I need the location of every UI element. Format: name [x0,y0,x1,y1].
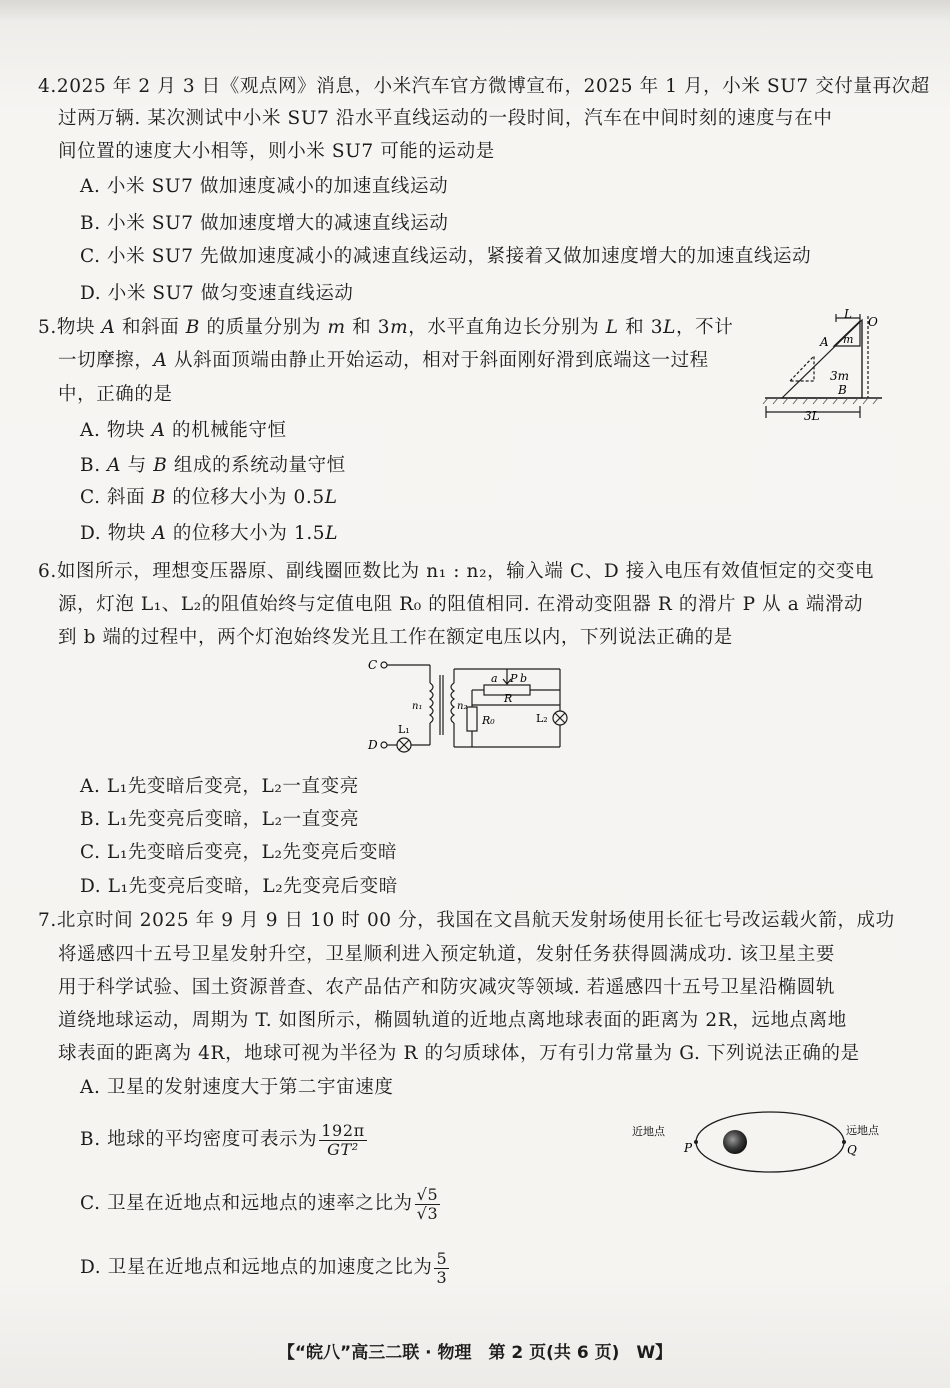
q5-line-1: 5.物块 A 和斜面 B 的质量分别为 m 和 3m，水平直角边长分别为 L 和 3L，不计 [38,317,734,338]
label-n2: n₂ [457,701,468,712]
label-b-end: b [520,672,528,685]
q7-line-1: 7.北京时间 2025 年 9 月 9 日 10 时 00 分，我国在文昌航天发射场使用长征七号改运载火箭，成功 [38,910,895,931]
option-c-fraction: $\frac{√5}{√3}$ [416,1184,439,1223]
q5-option-a: A. 物块 A 的机械能守恒 [80,420,287,441]
label-m: m [843,333,854,346]
q5-line-3: 中，正确的是 [58,384,173,405]
q7-option-d: D. 卫星在近地点和远地点的加速度之比为 $\frac{5}{3}$ [80,1248,448,1287]
label-p: P [684,1141,693,1155]
q7-option-a: A. 卫星的发射速度大于第二宇宙速度 [80,1077,394,1098]
terminal-d [381,742,387,748]
q7-line-3: 用于科学试验、国土资源普查、农产品估产和防灾减灾等领域. 若遥感四十五号卫星沿椭圆轨 [58,977,835,998]
q7-option-c: C. 卫星在近地点和远地点的速率之比为 $\frac{√5}{√3}$ [80,1184,439,1223]
perigee-point [694,1140,698,1144]
secondary-coil [451,683,454,723]
q6-option-d: D. L₁先变亮后变暗，L₂先变亮后变暗 [80,876,398,897]
earth-icon [723,1130,747,1154]
q6-line-3: 到 b 端的过程中，两个灯泡始终发光且工作在额定电压以内，下列说法正确的是 [58,627,733,648]
apogee-point [842,1140,846,1144]
incline-figure [760,306,885,436]
q5-line-2: 一切摩擦，A 从斜面顶端由静止开始运动，相对于斜面刚好滑到底端这一过程 [58,350,709,371]
q4-option-d: D. 小米 SU7 做匀变速直线运动 [80,283,354,304]
q5-option-c: C. 斜面 B 的位移大小为 0.5L [80,487,338,508]
q4-line-2: 过两万辆. 某次测试中小米 SU7 沿水平直线运动的一段时间，汽车在中间时刻的速度与在中 [58,108,833,129]
label-n1: n₁ [412,701,423,712]
label-b: B [838,383,847,397]
q7-line-2: 将遥感四十五号卫星发射升空，卫星顺利进入预定轨道，发射任务获得圆满成功. 该卫星主要 [58,944,835,965]
label-3l: 3L [804,409,820,423]
option-b-fraction: $\frac{192\pi}{\text{GT²}}$ [321,1120,365,1159]
label-q: Q [847,1143,857,1157]
option-d-fraction: $\frac{5}{3}$ [436,1248,448,1287]
q6-line-1: 6.如图所示，理想变压器原、副线圈匝数比为 n₁ : n₂，输入端 C、D 接入电压有效值恒定的交变电 [38,561,875,582]
label-perigee: 近地点 [632,1125,665,1138]
q6-line-2: 源，灯泡 L₁、L₂的阻值始终与定值电阻 R₀ 的阻值相同. 在滑动变阻器 R 的滑片 P 从 a 端滑动 [58,594,864,615]
q4-option-a: A. 小米 SU7 做加速度减小的加速直线运动 [80,176,449,197]
q7-line-4: 道绕地球运动，周期为 T. 如图所示，椭圆轨道的近地点离地球表面的距离为 2R，远地点离地 [58,1010,847,1031]
q4-line-3: 间位置的速度大小相等，则小米 SU7 可能的运动是 [58,141,495,162]
q6-option-a: A. L₁先变暗后变亮，L₂一直变亮 [80,776,359,797]
label-l1: L₁ [398,723,410,736]
label-p: P [510,672,518,685]
orbit-figure [620,1090,900,1180]
terminal-c [381,662,387,668]
q4-line-1: 4.2025 年 2 月 3 日《观点网》消息，小米汽车官方微博宣布，2025 年 1 月，小米 SU7 交付量再次超 [38,76,930,97]
label-l: L [844,307,852,321]
label-r0: R₀ [482,714,495,727]
q6-option-b: B. L₁先变亮后变暗，L₂一直变亮 [80,809,360,830]
label-c: C [368,658,378,672]
label-d: D [368,738,378,752]
block-a-dashed [790,356,814,381]
q6-option-c: C. L₁先变暗后变亮，L₂先变亮后变暗 [80,842,398,863]
label-a-end: a [491,672,498,685]
label-apogee: 远地点 [846,1124,879,1137]
primary-coil [430,683,433,723]
transformer-circuit-figure [360,655,570,755]
label-3m: 3m [830,369,850,383]
q5-option-d: D. 物块 A 的位移大小为 1.5L [80,523,339,544]
label-r: R [504,692,513,705]
q4-option-c: C. 小米 SU7 先做加速度减小的减速直线运动，紧接着又做加速度增大的加速直线运动 [80,246,812,267]
q4-option-b: B. 小米 SU7 做加速度增大的减速直线运动 [80,213,449,234]
q7-option-b: B. 地球的平均密度可表示为 $\frac{192\pi}{\text{GT²}}$ [80,1120,365,1159]
resistor-r0 [467,707,477,731]
q7-line-5: 球表面的距离为 4R，地球可视为半径为 R 的匀质球体，万有引力常量为 G. 下列说法正确的是 [58,1043,860,1064]
incline-b-shape [782,320,862,398]
page-footer: 【“皖八”高三二联 · 物理 第 2 页(共 6 页) W】 [277,1343,673,1363]
label-l2: L₂ [536,712,548,725]
elliptical-orbit [696,1112,844,1172]
q5-option-b: B. A 与 B 组成的系统动量守恒 [80,455,346,476]
top-edge-shadow [0,0,950,22]
label-a: A [820,335,829,349]
label-o: O [868,315,878,329]
